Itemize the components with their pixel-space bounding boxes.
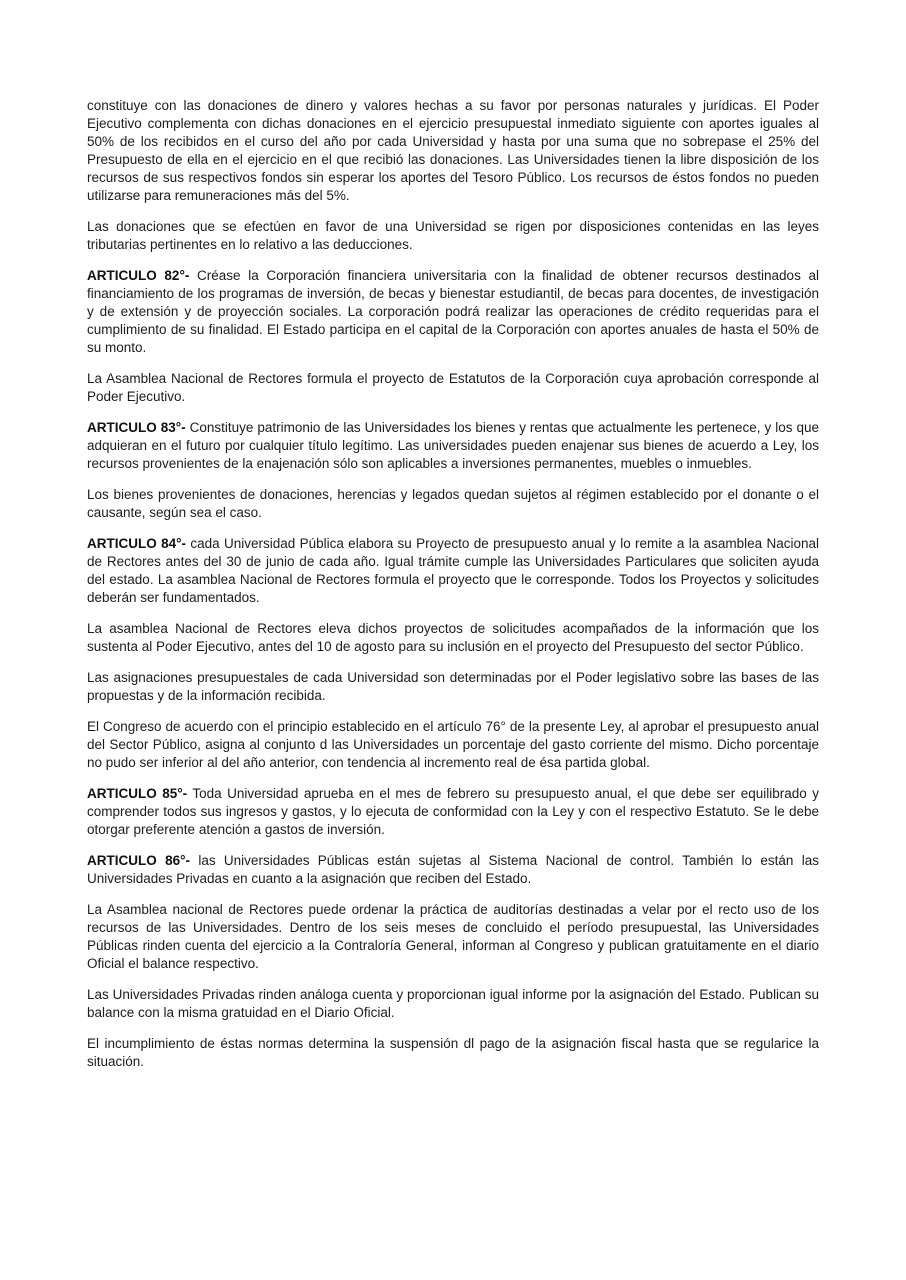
- paragraph-text: Las asignaciones presupuestales de cada Universidad son determinadas por el Poder legislativo sobre las bases de las propuestas y de la información recibida.: [87, 670, 819, 703]
- paragraph: [87, 486, 819, 522]
- article-label: ARTICULO 82°-: [87, 268, 190, 283]
- paragraph-text: El Congreso de acuerdo con el principio establecido en el artículo 76° de la presente Ley, al aprobar el presupuesto anual del Sector Público, asigna al conjunto d las Universidades un porcentaje del gasto corriente del mismo. Dicho porcentaje no pudo ser inferior al del año anterior, con tendencia al incremento real de ésa partida global.: [87, 719, 819, 770]
- paragraph: [87, 669, 819, 705]
- paragraph: [87, 620, 819, 656]
- paragraph-text: Las Universidades Privadas rinden análoga cuenta y proporcionan igual informe por la asignación del Estado. Publican su balance con la misma gratuidad en el Diario Oficial.: [87, 987, 819, 1020]
- paragraph-text: Toda Universidad aprueba en el mes de febrero su presupuesto anual, el que debe ser equilibrado y comprender todos sus ingresos y gastos, y lo ejecuta de conformidad con la Ley y con el respectivo Estatuto. Se le debe otorgar preferente atención a gastos de inversión.: [87, 786, 819, 837]
- article-label: ARTICULO 83°-: [87, 420, 186, 435]
- article-label: ARTICULO 84°-: [87, 536, 186, 551]
- article-label: ARTICULO 85°-: [87, 786, 188, 801]
- paragraph: [87, 986, 819, 1022]
- paragraph-text: Las donaciones que se efectúen en favor de una Universidad se rigen por disposiciones contenidas en las leyes tributarias pertinentes en lo relativo a las deducciones.: [87, 219, 819, 252]
- paragraph-text: La Asamblea Nacional de Rectores formula el proyecto de Estatutos de la Corporación cuya aprobación corresponde al Poder Ejecutivo.: [87, 371, 819, 404]
- paragraph: [87, 901, 819, 973]
- paragraph-text: La Asamblea nacional de Rectores puede ordenar la práctica de auditorías destinadas a velar por el recto uso de los recursos de las Universidades. Dentro de los seis meses de concluido el período presupuestal, las Universidades Públicas rinden cuenta del ejercicio a la Contraloría General, informan al Congreso y publican gratuitamente en el diario Oficial el balance respectivo.: [87, 902, 819, 971]
- paragraph: [87, 535, 819, 607]
- paragraph: [87, 370, 819, 406]
- paragraph-text: cada Universidad Pública elabora su Proyecto de presupuesto anual y lo remite a la asamblea Nacional de Rectores antes del 30 de junio de cada año. Igual trámite cumple las Universidades Particulares que soliciten ayuda del estado. La asamblea Nacional de Rectores formula el proyecto que le corresponde. Todos los Proyectos y solicitudes deberán ser fundamentados.: [87, 536, 819, 605]
- paragraph: [87, 97, 819, 205]
- paragraph-text: La asamblea Nacional de Rectores eleva dichos proyectos de solicitudes acompañados de la información que los sustenta al Poder Ejecutivo, antes del 10 de agosto para su inclusión en el proyecto del Presupuesto del sector Público.: [87, 621, 819, 654]
- paragraph: [87, 267, 819, 357]
- paragraph-text: Constituye patrimonio de las Universidades los bienes y rentas que actualmente les pertenece, y los que adquieran en el futuro por cualquier título legítimo. Las universidades pueden enajenar sus bienes de acuerdo a Ley, los recursos provenientes de la enajenación sólo son aplicables a inversiones permanentes, muebles o inmuebles.: [87, 420, 819, 471]
- paragraph: [87, 1035, 819, 1071]
- paragraph: [87, 852, 819, 888]
- paragraph-text: constituye con las donaciones de dinero y valores hechas a su favor por personas naturales y jurídicas. El Poder Ejecutivo complementa con dichas donaciones en el ejercicio presupuestal inmediato siguiente con aportes iguales al 50% de los recibidos en el curso del año por cada Universidad y hasta por una suma que no sobrepase el 25% del Presupuesto de ella en el ejercicio en el que recibió las donaciones. Las Universidades tienen la libre disposición de los recursos de sus respectivos fondos sin esperar los aportes del Tesoro Público. Los recursos de éstos fondos no pueden utilizarse para remuneraciones más del 5%.: [87, 98, 819, 203]
- article-label: ARTICULO 86°-: [87, 853, 190, 868]
- paragraph: [87, 785, 819, 839]
- paragraph: [87, 419, 819, 473]
- paragraph-text: El incumplimiento de éstas normas determina la suspensión dl pago de la asignación fiscal hasta que se regularice la situación.: [87, 1036, 819, 1069]
- paragraph-text: Créase la Corporación financiera universitaria con la finalidad de obtener recursos destinados al financiamiento de los programas de inversión, de becas y bienestar estudiantil, de becas para docentes, de investigación y de extensión y de proyección sociales. La corporación podrá realizar las operaciones de crédito requeridas para el cumplimiento de su finalidad. El Estado participa en el capital de la Corporación con aportes anuales de hasta el 50% de su monto.: [87, 268, 820, 355]
- paragraph: [87, 218, 819, 254]
- paragraph-text: las Universidades Públicas están sujetas al Sistema Nacional de control. También lo están las Universidades Privadas en cuanto a la asignación que reciben del Estado.: [87, 853, 819, 886]
- paragraph: [87, 718, 819, 772]
- paragraph-text: Los bienes provenientes de donaciones, herencias y legados quedan sujetos al régimen establecido por el donante o el causante, según sea el caso.: [87, 487, 819, 520]
